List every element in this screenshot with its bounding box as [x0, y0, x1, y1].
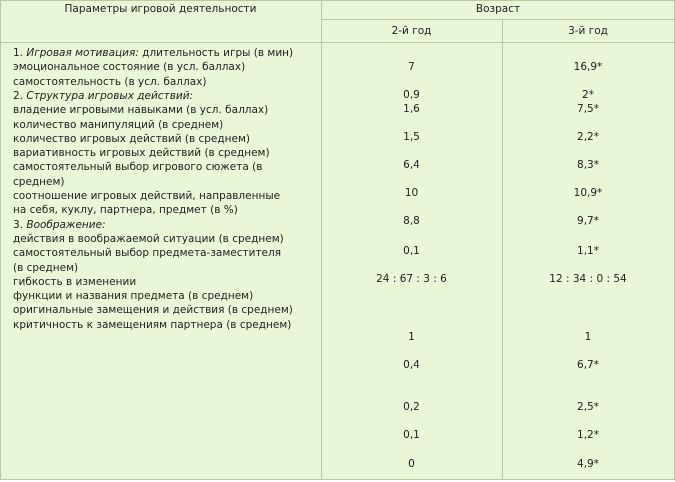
param-line: [13, 318, 291, 332]
header-year-2: 2-й год: [391, 25, 432, 37]
param-text: количество манипуляций (в среднем): [13, 118, 224, 131]
value-year-2: 8,8: [403, 215, 420, 227]
value-year-2: 0,9: [403, 89, 420, 101]
param-line: [13, 146, 270, 160]
param-text: самостоятельность (в усл. баллах): [13, 75, 207, 88]
header-bottom-border: [0, 42, 675, 43]
param-line: [13, 303, 293, 317]
param-text: количество игровых действий (в среднем): [13, 132, 250, 145]
param-text: оригинальные замещения и действия (в среднем): [13, 304, 293, 317]
value-year-3: 10,9*: [573, 187, 603, 199]
param-text: гибкость в изменении: [13, 275, 137, 288]
value-year-2: 0: [408, 458, 415, 470]
param-line: [13, 89, 193, 103]
table-bottom-border: [0, 479, 675, 480]
value-year-3: 1,1*: [577, 245, 599, 257]
param-text: вариативность игровых действий (в среднем): [13, 147, 270, 160]
param-number: 2.: [13, 89, 27, 102]
value-year-2: 24 : 67 : 3 : 6: [376, 273, 447, 285]
value-year-3: 16,9*: [573, 61, 603, 73]
value-year-2: 0,4: [403, 359, 420, 371]
value-year-3: 6,7*: [577, 359, 599, 371]
param-line: [13, 261, 78, 275]
value-year-3: 7,5*: [577, 103, 599, 115]
value-year-3: 12 : 34 : 0 : 54: [549, 273, 627, 285]
param-line: [13, 46, 293, 60]
param-text: самостоятельный выбор игрового сюжета (в: [13, 161, 263, 174]
header-age: Возраст: [475, 3, 521, 15]
header-params: Параметры игровой деятельности: [64, 3, 257, 15]
value-year-3: 8,3*: [577, 159, 599, 171]
value-year-3: 4,9*: [577, 458, 599, 470]
value-year-3: 2,5*: [577, 401, 599, 413]
param-line: [13, 132, 250, 146]
param-text: на себя, куклу, партнера, предмет (в %): [13, 204, 238, 217]
param-section-title: Игровая мотивация:: [26, 47, 139, 59]
param-text: функции и названия предмета (в среднем): [13, 290, 254, 303]
param-line: [13, 232, 284, 246]
table-top-border: [0, 0, 675, 1]
value-year-3: 9,7*: [577, 215, 599, 227]
param-text: соотношение игровых действий, направленные: [13, 190, 281, 202]
param-section-title: Воображение:: [26, 218, 106, 231]
param-line: [13, 189, 280, 203]
param-line: [13, 103, 268, 117]
value-year-2: 7: [408, 61, 415, 73]
param-section-title: Структура игровых действий:: [26, 89, 194, 102]
param-line: [13, 275, 136, 289]
value-year-2: 6,4: [403, 159, 420, 171]
param-line: [13, 160, 262, 174]
table-left-border: [0, 0, 1, 480]
value-year-2: 0,2: [403, 401, 420, 413]
value-year-3: 2,2*: [577, 131, 599, 143]
value-year-2: 1,6: [403, 103, 420, 115]
param-line: [13, 246, 281, 260]
param-text: эмоциональное состояние (в усл. баллах): [13, 61, 246, 74]
param-text: критичность к замещениям партнера (в среднем): [13, 318, 292, 331]
header-year-3: 3-й год: [568, 25, 608, 37]
value-year-2: 10: [404, 187, 419, 199]
value-year-2: 1,5: [403, 131, 420, 143]
param-line: [13, 175, 65, 189]
param-line: [13, 75, 206, 89]
value-year-2: 0,1: [403, 245, 420, 257]
value-year-3: 1: [584, 331, 592, 343]
param-text: действия в воображаемой ситуации (в среднем): [13, 232, 284, 245]
param-text: владение игровыми навыками (в усл. баллах): [13, 104, 269, 117]
param-line: [13, 60, 245, 74]
param-text: самостоятельный выбор предмета-заместителя: [13, 247, 282, 260]
param-number: 3.: [13, 218, 27, 231]
param-line: [13, 289, 253, 303]
value-year-3: 1,2*: [577, 429, 599, 441]
param-number: 1.: [13, 47, 27, 59]
value-year-3: 2*: [582, 89, 594, 101]
param-line: [13, 203, 238, 217]
param-text: длительность игры (в мин): [138, 47, 294, 59]
param-text: (в среднем): [13, 261, 79, 274]
param-line: [13, 118, 223, 132]
value-year-2: 0,1: [403, 429, 420, 441]
param-text: среднем): [13, 175, 65, 188]
value-year-2: 1: [408, 331, 415, 343]
header-divider-age: [321, 19, 675, 20]
param-line: [13, 218, 106, 232]
